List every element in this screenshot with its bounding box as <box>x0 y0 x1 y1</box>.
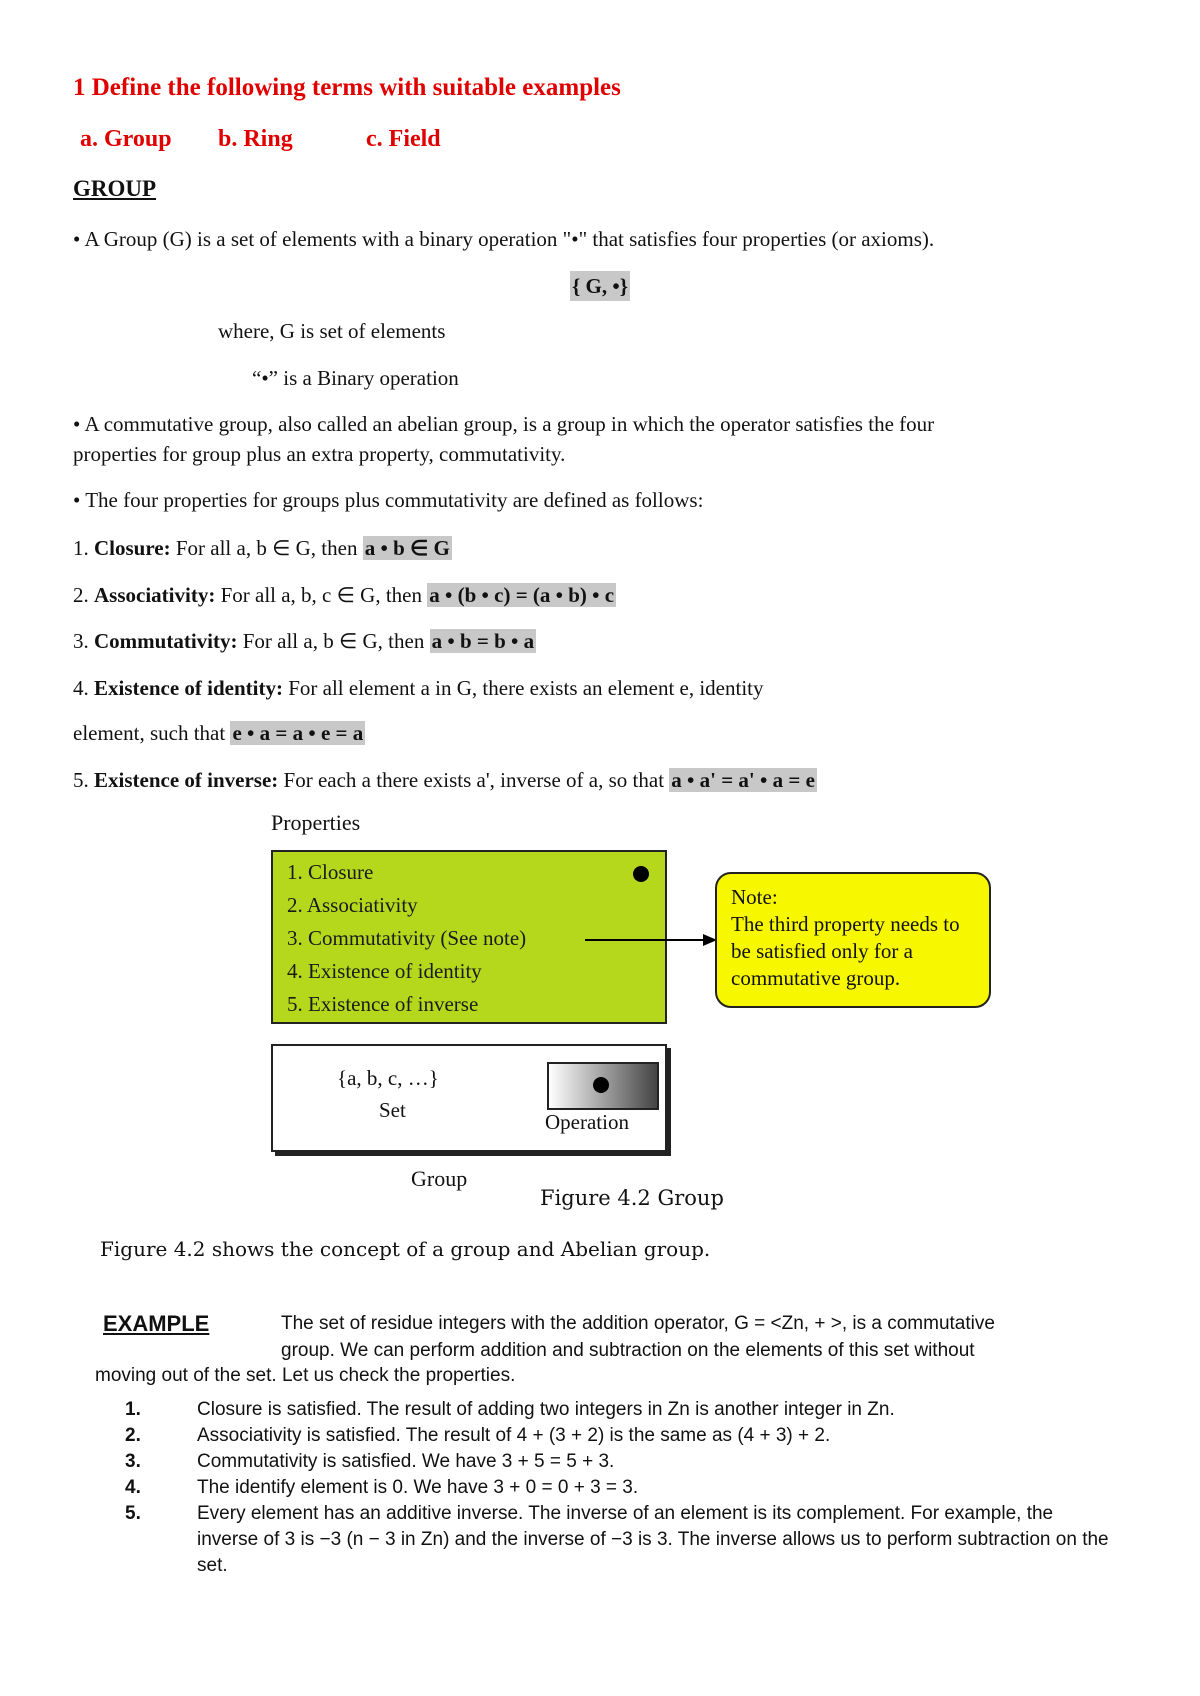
arrow-icon <box>583 930 719 950</box>
property-closure: 1. Closure: For all a, b ∈ G, then a • b ∈ G <box>73 536 450 560</box>
note-text: The third property needs to be satisfied only for a commutative group. <box>731 912 960 990</box>
part-a: a. Group <box>80 126 172 152</box>
property-associativity: 2. Associativity: For all a, b, c ∈ G, then a • (b • c) = (a • b) • c <box>73 583 615 607</box>
abelian-line-1: • A commutative group, also called an abelian group, is a group in which the operator satisfies the four <box>73 412 935 436</box>
operation-box-dot-icon <box>593 1077 609 1093</box>
property-identity: 4. Existence of identity: For all element a in G, there exists an element e, identity <box>73 676 764 700</box>
property-commutativity: 3. Commutativity: For all a, b ∈ G, then a • b = b • a <box>73 629 535 653</box>
set-operation-box <box>271 1044 667 1152</box>
binary-op-line: “•” is a Binary operation <box>252 366 459 390</box>
note-box <box>715 872 991 1008</box>
figure-item-commutativity: 3. Commutativity (See note) <box>287 926 527 950</box>
operation-label: Operation <box>545 1110 629 1134</box>
question-title: 1 Define the following terms with suitable examples <box>73 74 621 101</box>
property-inverse: 5. Existence of inverse: For each a there exists a', inverse of a, so that a • a' = a' • a = e <box>73 768 815 792</box>
figure-item-associativity: 2. Associativity <box>287 893 418 917</box>
abelian-line-2: properties for group plus an extra property, commutativity. <box>73 442 566 466</box>
example-intro-2: group. We can perform addition and subtraction on the elements of this set without <box>281 1340 975 1361</box>
property-identity-cont: element, such that e • a = a • e = a <box>73 721 364 745</box>
operation-box <box>547 1062 659 1110</box>
figure-item-inverse: 5. Existence of inverse <box>287 992 479 1016</box>
note-title: Note: <box>731 885 778 909</box>
part-b: b. Ring <box>218 126 293 152</box>
example-label: EXAMPLE <box>103 1311 210 1336</box>
example-intro-1: The set of residue integers with the addition operator, G = <Zn, + >, is a commutative <box>281 1313 995 1334</box>
where-line: where, G is set of elements <box>218 319 446 343</box>
group-notation: { G, •} <box>570 271 630 301</box>
figure-item-identity: 4. Existence of identity <box>287 959 482 983</box>
set-elements: {a, b, c, …} <box>337 1066 439 1090</box>
part-c: c. Field <box>366 126 441 152</box>
group-label: Group <box>411 1166 468 1191</box>
figure-note: Figure 4.2 shows the concept of a group and Abelian group. <box>100 1237 711 1261</box>
group-figure <box>265 810 1025 1210</box>
set-label: Set <box>379 1098 406 1122</box>
group-heading: GROUP <box>73 176 157 201</box>
figure-heading: Properties <box>271 810 361 835</box>
example-intro-3: moving out of the set. Let us check the properties. <box>95 1365 516 1386</box>
properties-intro: • The four properties for groups plus commutativity are defined as follows: <box>73 488 704 512</box>
operation-dot-icon <box>633 866 649 882</box>
figure-caption: Figure 4.2 Group <box>540 1186 724 1210</box>
figure-item-closure: 1. Closure <box>287 860 374 884</box>
group-definition: • A Group (G) is a set of elements with a binary operation "•" that satisfies four properties (or axioms). <box>73 227 935 251</box>
